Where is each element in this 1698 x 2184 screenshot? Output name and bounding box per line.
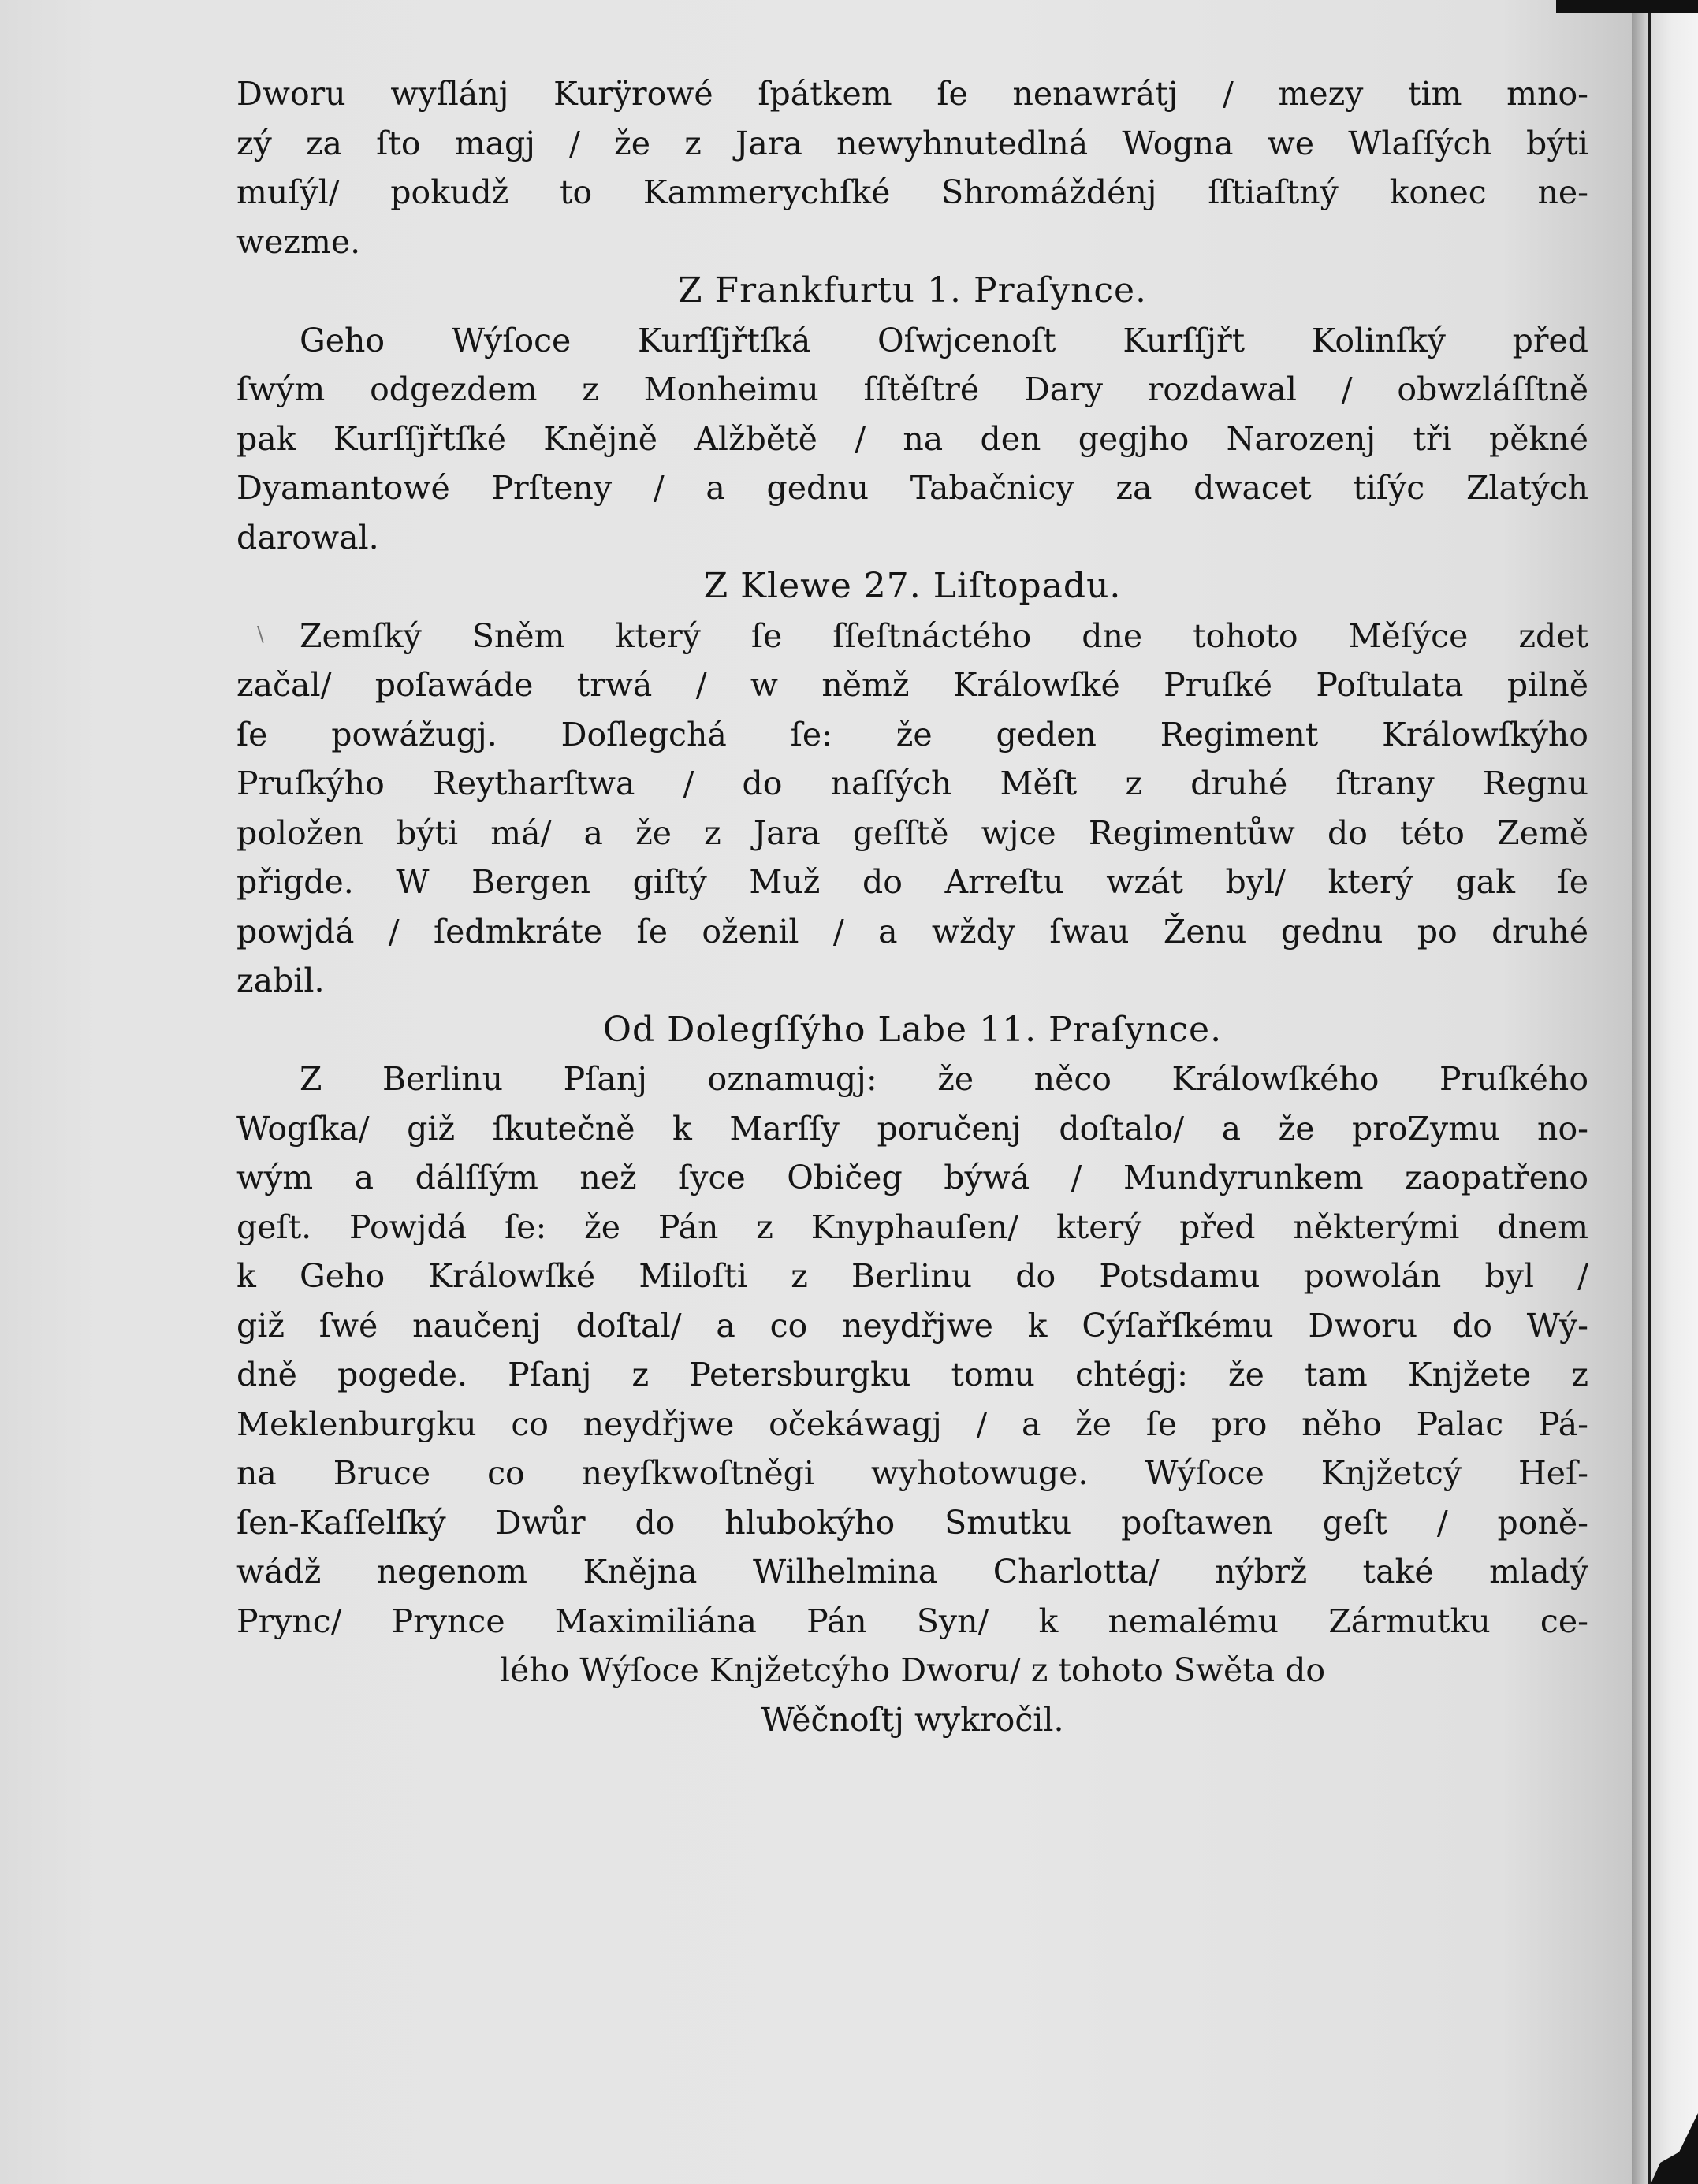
- text-line: Prync/ Prynce Maximiliána Pán Syn/ k nemalému Zármutku ce-: [236, 1602, 1588, 1640]
- text-line: ſen-Kaſſelſký Dwůr do hlubokýho Smutku poſtawen geſt / poně-: [236, 1503, 1588, 1542]
- text-line: giž ſwé naučenj doſtal/ a co neydřjwe k Cýſařſkému Dworu do Wý-: [236, 1306, 1588, 1345]
- dateline-klewe: Z Klewe 27. Liſtopadu.: [703, 566, 1122, 606]
- text-line: geſt. Powjdá ſe: že Pán z Knyphauſen/ který před některými dnem: [236, 1207, 1588, 1246]
- text-line: zabil.: [236, 962, 325, 999]
- text-line: wezme.: [236, 222, 361, 261]
- dateline-frankfurt: Z Frankfurtu 1. Praſynce.: [677, 270, 1147, 311]
- text-line: dně pogede. Pſanj z Petersburgku tomu chtégj: že tam Knjžete z: [236, 1356, 1588, 1393]
- scan-border: [1556, 0, 1698, 13]
- text-line: na Bruce co neyſkwoſtněgi wyhotowuge. Wýſoce Knjžetcý Heſ-: [236, 1454, 1588, 1492]
- text-line: Zemſký Sněm který ſe ſſeſtnáctého dne tohoto Měſýce zdet: [300, 616, 1588, 655]
- text-column: [236, 69, 1588, 1744]
- text-line: začal/ poſawáde trwá / w němž Králowſké Pruſké Poſtulata pilně: [236, 666, 1588, 704]
- text-line: přigde. W Bergen giſtý Muž do Arreſtu wzát byl/ který gak ſe: [236, 863, 1588, 901]
- page-edge: [1632, 0, 1698, 2184]
- text-line: Meklenburgku co neydřjwe očekáwagj / a že ſe pro něho Palac Pá-: [236, 1405, 1588, 1443]
- text-line: pak Kurſſjřtſké Knějně Alžbětě / na den gegjho Narozenj tři pěkné: [236, 419, 1588, 458]
- text-line: wádž negenom Knějna Wilhelmina Charlotta/ nýbrž také mladý: [236, 1553, 1588, 1591]
- text-line: Geho Wýſoce Kurſſjřtſká Oſwjcenoſt Kurſſjřt Kolinſký před: [300, 321, 1588, 359]
- text-line: ſwým odgezdem z Monheimu ſſtěſtré Dary rozdawal / obwzláſſtně: [236, 370, 1588, 408]
- text-line: ſe powážugj. Doſlegchá ſe: že geden Regiment Králowſkýho: [236, 715, 1588, 753]
- gutter-line: [1648, 0, 1651, 2184]
- text-line: powjdá / ſedmkráte ſe oženil / a wždy ſwau Ženu gednu po druhé: [236, 912, 1588, 951]
- text-line: Wogſka/ giž ſkutečně k Marſſy poručenj doſtalo/ a že proZymu no-: [236, 1109, 1588, 1148]
- text-line: k Geho Králowſké Miloſti z Berlinu do Potsdamu powolán byl /: [236, 1257, 1588, 1295]
- text-line: Pruſkýho Reytharſtwa / do naſſých Měſt z druhé ſtrany Regnu: [236, 765, 1588, 802]
- text-line: Dyamantowé Prſteny / a gednu Tabačnicy za dwacet tiſýc Zlatých: [236, 469, 1588, 507]
- text-line: wým a dálſſým než ſyce Običeg býwá / Mundyrunkem zaopatřeno: [236, 1159, 1588, 1196]
- text-line: položen býti má/ a že z Jara geſſtě wjce Regimentůw do této Země: [236, 813, 1588, 852]
- text-line: zý za ſto magj / že z Jara newyhnutedlná Wogna we Wlaſſých býti: [236, 124, 1588, 162]
- text-line: darowal.: [236, 518, 379, 556]
- text-line: muſýl/ pokudž to Kammerychſké Shromáždénj ſſtiaſtný konec ne-: [236, 173, 1588, 211]
- text-line: Dworu wyſlánj Kurÿrowé ſpátkem ſe nenawrátj / mezy tim mno-: [236, 75, 1588, 113]
- dateline-labe: Od Dolegſſýho Labe 11. Praſynce.: [602, 1009, 1223, 1050]
- text-line: Wěčnoſtj wykročil.: [761, 1700, 1064, 1739]
- text-line: lého Wýſoce Knjžetcýho Dworu/ z tohoto Swěta do: [499, 1651, 1326, 1689]
- text-line: Z Berlinu Pſanj oznamugj: že něco Králowſkého Pruſkého: [300, 1060, 1588, 1098]
- margin-mark: \: [257, 623, 264, 646]
